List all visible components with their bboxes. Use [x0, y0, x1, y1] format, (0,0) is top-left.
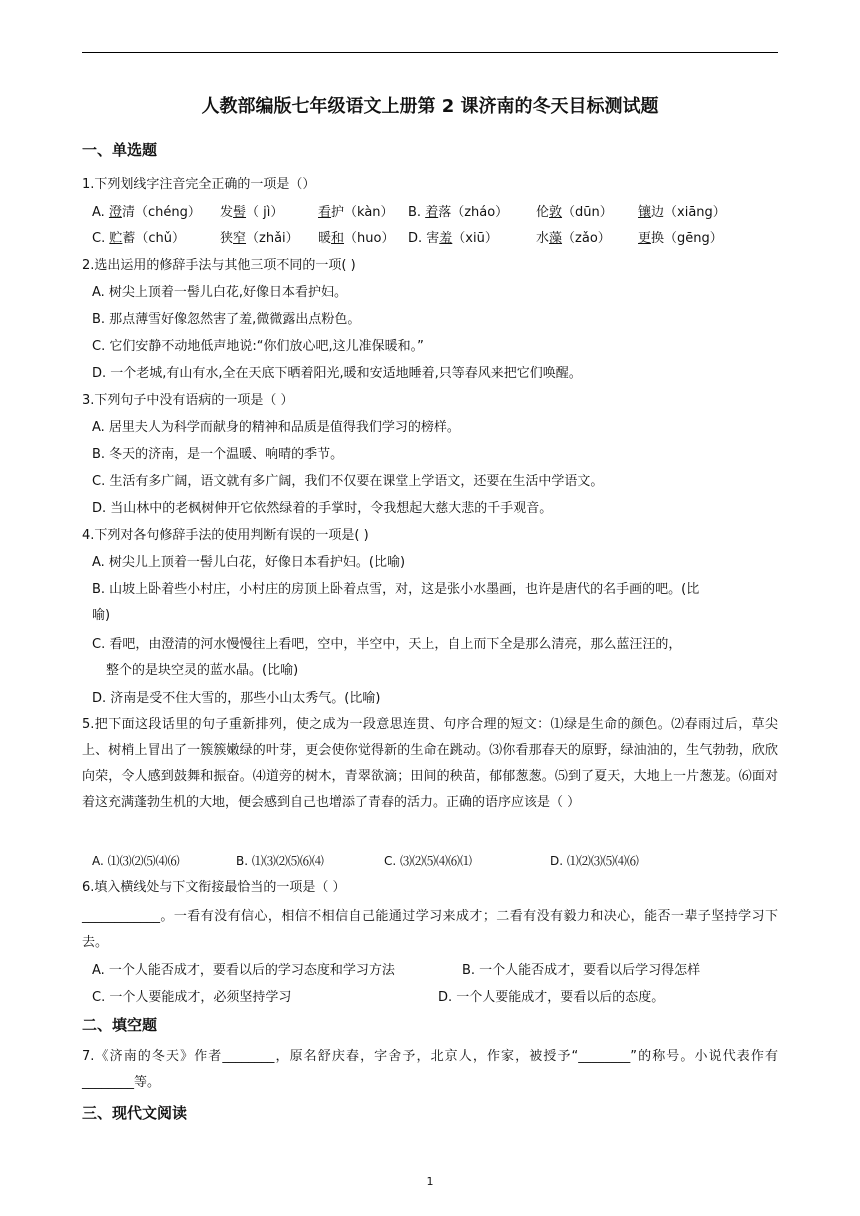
- option-text-before: C.: [92, 231, 110, 246]
- question-4-option-d: D. 济南是受不住大雪的，那些小山太秀气。(比喻): [92, 691, 381, 706]
- question-4-stem: 4.下列对各句修辞手法的使用判断有误的一项是( ): [82, 528, 369, 543]
- question-6-option-d: D. 一个人要能成才，要看以后的态度。: [438, 990, 665, 1005]
- question-4-option-a: A. 树尖儿上顶着一髻儿白花，好像日本看护妇。(比喻): [92, 555, 406, 570]
- q1-row2-item-5: [536, 230, 611, 248]
- underlined-character: 窄: [233, 231, 247, 246]
- q1-row2-item-6: [638, 230, 723, 248]
- question-3-option-d: D. 当山林中的老枫树伸开它依然绿着的手掌时，令我想起大慈大悲的千手观音。: [92, 501, 553, 516]
- underlined-character: 藻: [549, 231, 563, 246]
- question-6-stem: 6.填入横线处与下文衔接最恰当的一项是（ ）: [82, 880, 346, 895]
- option-text-after: （zǎo）: [562, 231, 611, 246]
- option-text-after: 落（zháo）: [438, 205, 509, 220]
- header-rule: [82, 52, 778, 53]
- option-text-after: 边（xiāng）: [651, 205, 726, 220]
- q1-row2-item-4: [408, 230, 498, 248]
- question-2-stem: 2.选出运用的修辞手法与其他三项不同的一项( ): [82, 258, 356, 273]
- underlined-character: 髻: [233, 205, 247, 220]
- question-2-option-c: C. 它们安静不动地低声地说:“你们放心吧,这儿准保暖和。”: [92, 339, 424, 354]
- option-text-after: （dūn）: [562, 205, 613, 220]
- question-1-options-row-1: [92, 204, 782, 222]
- option-text-before: D. 害: [408, 231, 440, 246]
- underlined-character: 看: [318, 205, 332, 220]
- option-text-after: （ jì）: [246, 205, 284, 220]
- q1-row1-item-4: [408, 204, 508, 222]
- question-5-option-b: B. ⑴⑶⑵⑸⑹⑷: [236, 854, 324, 868]
- question-7-text: 7.《济南的冬天》作者________，原名舒庆春，字舍予，北京人，作家，被授予“________”的称号。小说代表作有________等。: [82, 1049, 778, 1090]
- question-5-option-c: C. ⑶⑵⑸⑷⑹⑴: [384, 854, 473, 868]
- underlined-character: 羞: [439, 231, 453, 246]
- question-3-stem: 3.下列句子中没有语病的一项是（ ）: [82, 393, 294, 408]
- question-4-option-b-line2: 喻): [92, 608, 111, 623]
- section-heading-reading: 三、现代文阅读: [82, 1104, 188, 1122]
- option-text-after: 换（gēng）: [651, 231, 723, 246]
- question-2-option-b: B. 那点薄雪好像忽然害了羞,微微露出点粉色。: [92, 312, 361, 327]
- question-1-options-row-2: [92, 230, 782, 248]
- question-6-option-b: B. 一个人能否成才，要看以后学习得怎样: [462, 963, 701, 978]
- question-3-option-c: C. 生活有多广阔，语文就有多广阔，我们不仅要在课堂上学语文，还要在生活中学语文。: [92, 474, 604, 489]
- underlined-character: 镶: [638, 205, 652, 220]
- option-text-after: （huo）: [344, 231, 395, 246]
- option-text-before: 暖: [318, 231, 332, 246]
- document-title: 人教部编版七年级语文上册第 2 课济南的冬天目标测试题: [201, 96, 659, 117]
- question-4-option-c-line2: 整个的是块空灵的蓝水晶。(比喻): [106, 663, 299, 678]
- question-4-option-b-line1: B. 山坡上卧着些小村庄，小村庄的房顶上卧着点雪，对，这是张小水墨画，也许是唐代的名手画的吧。(比: [92, 582, 700, 597]
- question-6-text: ____________。一看有没有信心，相信不相信自己能通过学习来成才；二看有没有毅力和决心，能否一辈子坚持学习下去。: [82, 909, 778, 950]
- q1-row1-item-1: [92, 204, 201, 222]
- underlined-character: 澄: [108, 205, 122, 220]
- underlined-character: 贮: [109, 231, 123, 246]
- option-text-after: 护（kàn）: [331, 205, 394, 220]
- q1-row1-item-2: [220, 204, 283, 222]
- question-2-option-a: A. 树尖上顶着一髻儿白花,好像日本看护妇。: [92, 285, 348, 300]
- section-heading-single-choice: 一、单选题: [82, 141, 158, 159]
- q1-row2-item-1: [92, 230, 185, 248]
- underlined-character: 敦: [549, 205, 563, 220]
- option-text-before: B.: [408, 205, 426, 220]
- section-heading-fill-blank: 二、填空题: [82, 1016, 158, 1034]
- question-5-option-d: D. ⑴⑵⑶⑸⑷⑹: [550, 854, 639, 868]
- q1-row2-item-3: [318, 230, 394, 248]
- option-text-after: （zhǎi）: [246, 231, 299, 246]
- page-number: 1: [426, 1175, 434, 1188]
- underlined-character: 和: [331, 231, 345, 246]
- question-1-stem: 1.下列划线字注音完全正确的一项是（）: [82, 177, 316, 192]
- q1-row2-item-2: [220, 230, 299, 248]
- underlined-character: 更: [638, 231, 652, 246]
- underlined-character: 着: [425, 205, 439, 220]
- option-text-before: 发: [220, 205, 234, 220]
- question-3-option-a: A. 居里夫人为科学而献身的精神和品质是值得我们学习的榜样。: [92, 420, 460, 435]
- question-5-text: 5.把下面这段话里的句子重新排列，使之成为一段意思连贯、句序合理的短文：⑴绿是生命的颜色。⑵春雨过后，草尖上、树梢上冒出了一簇簇嫩绿的叶芽，更会使你觉得新的生命在跳动。⑶你看那春天的原野，绿油油的，生气勃勃，欣欣向荣，令人感到鼓舞和振奋。⑷道旁的树木，青翠欲滴；田间的秧苗，郁郁葱葱。⑸到了夏天，大地上一片葱茏。⑹面对着这充满蓬勃生机的大地，便会感到自己也增添了青春的活力。正确的语序应该是（ ）: [82, 717, 778, 810]
- option-text-after: 蓄（chǔ）: [122, 231, 185, 246]
- option-text-before: 伦: [536, 205, 550, 220]
- q1-row1-item-5: [536, 204, 613, 222]
- option-text-before: 狭: [220, 231, 234, 246]
- option-text-before: 水: [536, 231, 550, 246]
- question-5-option-a: A. ⑴⑶⑵⑸⑷⑹: [92, 854, 180, 868]
- question-6-option-a: A. 一个人能否成才，要看以后的学习态度和学习方法: [92, 963, 395, 978]
- q1-row1-item-3: [318, 204, 394, 222]
- option-text-after: 清（chéng）: [121, 205, 201, 220]
- option-text-before: A.: [92, 205, 109, 220]
- question-4-option-c-line1: C. 看吧，由澄清的河水慢慢往上看吧，空中，半空中，天上，自上而下全是那么清亮，那么蓝汪汪的，: [92, 637, 682, 652]
- question-3-option-b: B. 冬天的济南，是一个温暖、响晴的季节。: [92, 447, 344, 462]
- question-6-option-c: C. 一个人要能成才，必须坚持学习: [92, 990, 292, 1005]
- option-text-after: （xiū）: [452, 231, 498, 246]
- q1-row1-item-6: [638, 204, 726, 222]
- question-2-option-d: D. 一个老城,有山有水,全在天底下晒着阳光,暖和安适地睡着,只等春风来把它们唤醒。: [92, 366, 582, 381]
